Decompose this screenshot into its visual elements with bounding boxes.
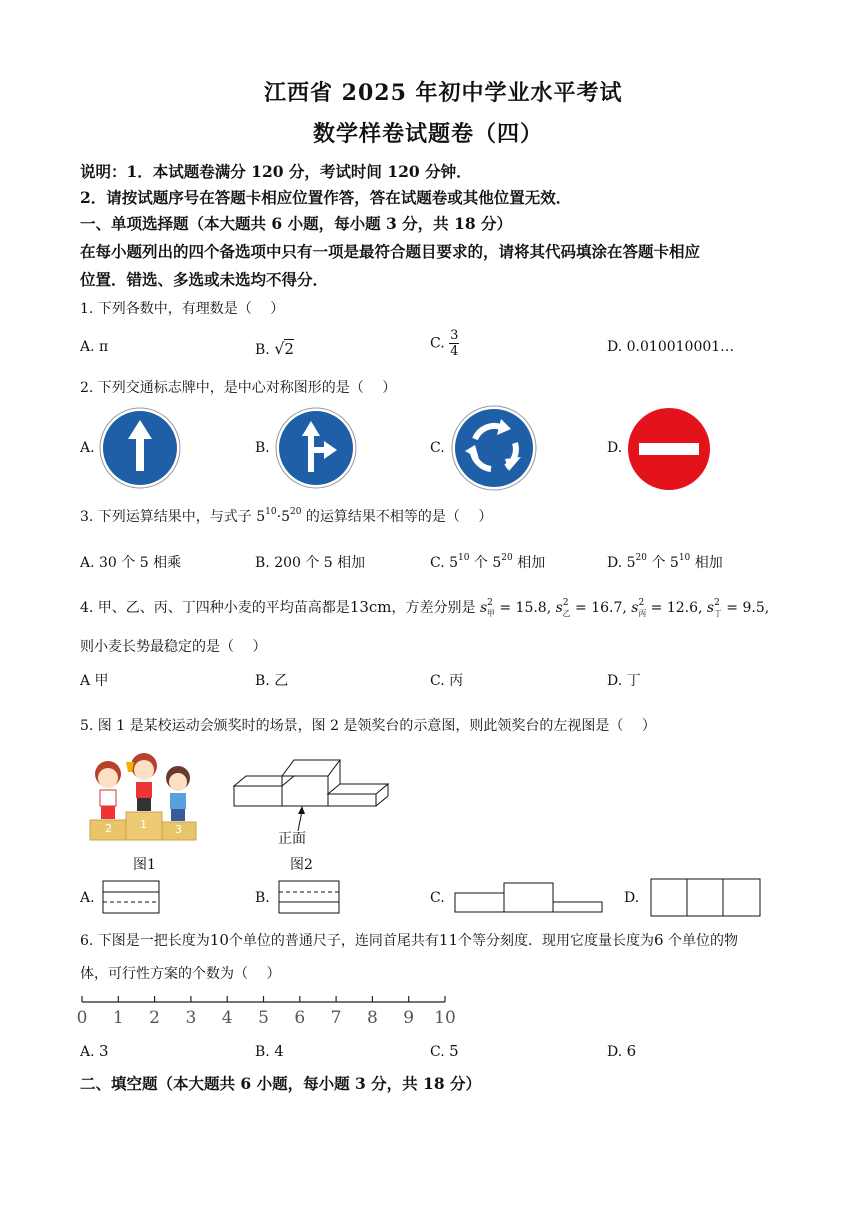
- ruler-tick-label: 7: [330, 1008, 342, 1028]
- q5-label-d: D.: [624, 890, 640, 906]
- q5-option-d-view: [650, 878, 762, 918]
- q1-option-d: D. 0.010010001…: [607, 339, 735, 355]
- ruler-tick-label: 5: [258, 1008, 269, 1028]
- front-view-label: 正面: [278, 831, 306, 847]
- q5-label-c: C.: [430, 890, 445, 906]
- q5-stem: 5. 图 1 是某校运动会颁奖时的场景，图 2 是领奖台的示意图，则此领奖台的左视图是（ ）: [80, 718, 656, 734]
- q4-option-b: B. 乙: [255, 673, 289, 689]
- q6-option-d: D. 6: [607, 1042, 637, 1060]
- section1-desc-2: 位置．错选、多选或未选均不得分．: [80, 270, 329, 289]
- roundabout-sign-icon: [451, 405, 537, 491]
- q4-stem-line-2: 则小麦长势最稳定的是（ ）: [80, 639, 267, 655]
- q3-stem: 3. 下列运算结果中，与式子 $5^{10}\cdot 5^{20}$ 的运算结果不相等的是（ ）: [80, 507, 493, 525]
- q2-label-b: B.: [255, 440, 270, 456]
- straight-arrow-sign-icon: [99, 407, 181, 489]
- q6-stem: 6. 下图是一把长度为10个单位的普通尺子，连同首尾共有11个等分刻度．现用它度量长度为6 个单位的物: [80, 931, 738, 949]
- q6-option-c: C. 5: [430, 1042, 459, 1060]
- instruction-line-1: 说明：1．本试题卷满分 120 分，考试时间 120 分钟．: [80, 162, 472, 181]
- q5-label-b: B.: [255, 890, 270, 906]
- podium-number-2: 2: [105, 822, 112, 835]
- q1-option-a: A. π: [80, 339, 109, 355]
- q6-stem-line-2: 体，可行性方案的个数为（ ）: [80, 966, 281, 982]
- ruler-tick-label: 8: [366, 1008, 378, 1028]
- no-entry-sign-icon: [627, 407, 711, 491]
- exam-subtitle: 数学样卷试题卷（四）: [313, 121, 544, 147]
- q2-label-c: C.: [430, 440, 445, 456]
- ruler-tick-label: 9: [403, 1008, 415, 1028]
- q1-option-c: C. $\frac{3}{4}$: [430, 328, 459, 359]
- podium-diagram: [232, 756, 392, 816]
- q2-label-d: D.: [607, 440, 623, 456]
- q4-option-c: C. 丙: [430, 673, 464, 689]
- ruler-tick-label: 4: [221, 1008, 233, 1028]
- ruler-tick-label: 3: [185, 1008, 197, 1028]
- q3-option-d: D. $5^{20}$ 个 $5^{10}$ 相加: [607, 553, 723, 571]
- figure2-caption: 图2: [290, 857, 313, 873]
- exam-title: 江西省 2025 年初中学业水平考试: [264, 80, 623, 106]
- q4-option-d: D. 丁: [607, 673, 641, 689]
- q1-option-b: B. √2: [255, 339, 294, 358]
- q6-option-a: A. 3: [80, 1042, 109, 1060]
- podium-number-3: 3: [175, 823, 182, 836]
- ruler-tick-label: 1: [112, 1008, 124, 1028]
- q5-option-b-view: [278, 880, 340, 914]
- q3-option-c: C. $5^{10}$ 个 $5^{20}$ 相加: [430, 553, 546, 571]
- q5-option-a-view: [102, 880, 160, 914]
- ruler-tick-label: 6: [294, 1008, 306, 1028]
- q6-option-b: B. 4: [255, 1042, 284, 1060]
- q3-option-b: B. 200 个 5 相加: [255, 555, 366, 571]
- ruler-tick-label: 2: [149, 1008, 161, 1028]
- q2-stem: 2. 下列交通标志牌中，是中心对称图形的是（ ）: [80, 380, 397, 396]
- figure1-caption: 图1: [133, 857, 156, 873]
- q1-stem: 1. 下列各数中，有理数是（ ）: [80, 301, 285, 317]
- instruction-line-2: 2．请按试题序号在答题卡相应位置作答，答在试题卷或其他位置无效．: [80, 188, 572, 207]
- ruler-tick-label: 10: [434, 1008, 456, 1028]
- q5-option-c-view: [454, 882, 604, 914]
- q4-stem: 4. 甲、乙、丙、丁四种小麦的平均苗高都是13cm，方差分别是 $s^2_甲 = 15.8$, $s^2_乙 = 16.7$, $s^2_丙 = 12.6$, $s^2_丁 = 9.5$,: [80, 598, 770, 618]
- podium-number-1: 1: [140, 818, 147, 831]
- q2-label-a: A.: [80, 440, 95, 456]
- ruler-tick-label: 0: [76, 1008, 88, 1028]
- straight-or-right-sign-icon: [275, 407, 357, 489]
- section1-heading: 一、单项选择题（本大题共 6 小题，每小题 3 分，共 18 分）: [80, 214, 513, 233]
- q3-option-a: A. 30 个 5 相乘: [80, 555, 182, 571]
- section1-desc-1: 在每小题列出的四个备选项中只有一项是最符合题目要求的，请将其代码填涂在答题卡相应: [80, 242, 701, 261]
- ruler-diagram: [78, 996, 458, 1030]
- q4-option-a: A 甲: [80, 673, 109, 689]
- sqrt-symbol: √: [274, 339, 285, 358]
- section2-heading: 二、填空题（本大题共 6 小题，每小题 3 分，共 18 分）: [80, 1074, 482, 1093]
- q5-label-a: A.: [80, 890, 95, 906]
